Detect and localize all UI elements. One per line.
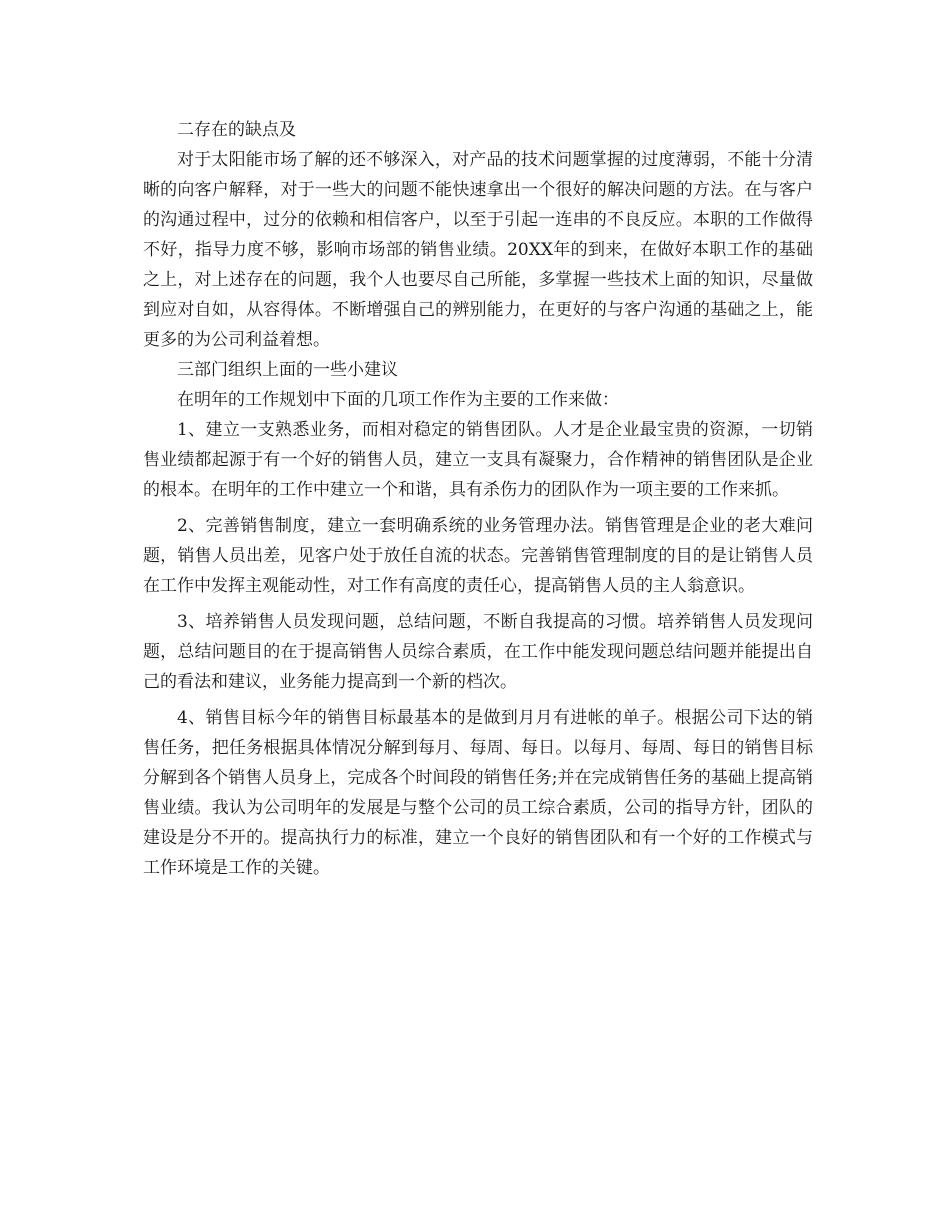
suggestion-item-2: 2、完善销售制度，建立一套明确系统的业务管理办法。销售管理是企业的老大难问题，销售人员出差，见客户处于放任自流的状态。完善销售管理制度的目的是让销售人员在工作中发挥主观能动性，对工作有高度的责任心，提高销售人员的主人翁意识。 [143, 516, 813, 596]
suggestion-item-1: 1、建立一支熟悉业务，而相对稳定的销售团队。人才是企业最宝贵的资源，一切销售业绩都起源于有一个好的销售人员，建立一支具有凝聚力，合作精神的销售团队是企业的根本。在明年的工作中建立一个和谐，具有杀伤力的团队作为一项主要的工作来抓。 [143, 420, 813, 500]
document-page [143, 115, 813, 883]
suggestion-item-4: 4、销售目标今年的销售目标最基本的是做到月月有进帐的单子。根据公司下达的销售任务，把任务根据具体情况分解到每月、每周、每日。以每月、每周、每日的销售目标分解到各个销售人员身上，完成各个时间段的销售任务;并在完成销售任务的基础上提高销售业绩。我认为公司明年的发展是与整个公司的员工综合素质，公司的指导方针，团队的建设是分不开的。提高执行力的标准，建立一个良好的销售团队和有一个好的工作模式与工作环境是工作的关键。 [143, 708, 813, 878]
section-2-heading: 二存在的缺点及 [177, 120, 296, 140]
suggestion-item-3: 3、培养销售人员发现问题，总结问题，不断自我提高的习惯。培养销售人员发现问题，总结问题目的在于提高销售人员综合素质，在工作中能发现问题总结问题并能提出自己的看法和建议，业务能力提高到一个新的档次。 [143, 612, 813, 692]
section-2-body: 对于太阳能市场了解的还不够深入，对产品的技术问题掌握的过度薄弱，不能十分清晰的向客户解释，对于一些大的问题不能快速拿出一个很好的解决问题的方法。在与客户的沟通过程中，过分的依赖和相信客户，以至于引起一连串的不良反应。本职的工作做得不好，指导力度不够，影响市场部的销售业绩。20XX年的到来，在做好本职工作的基础之上，对上述存在的问题，我个人也要尽自己所能，多掌握一些技术上面的知识，尽量做到应对自如，从容得体。不断增强自己的辨别能力，在更好的与客户沟通的基础之上，能更多的为公司利益着想。 [143, 150, 813, 350]
section-3-intro: 在明年的工作规划中下面的几项工作作为主要的工作来做： [177, 390, 619, 410]
section-3-heading: 三部门组织上面的一些小建议 [177, 360, 398, 380]
